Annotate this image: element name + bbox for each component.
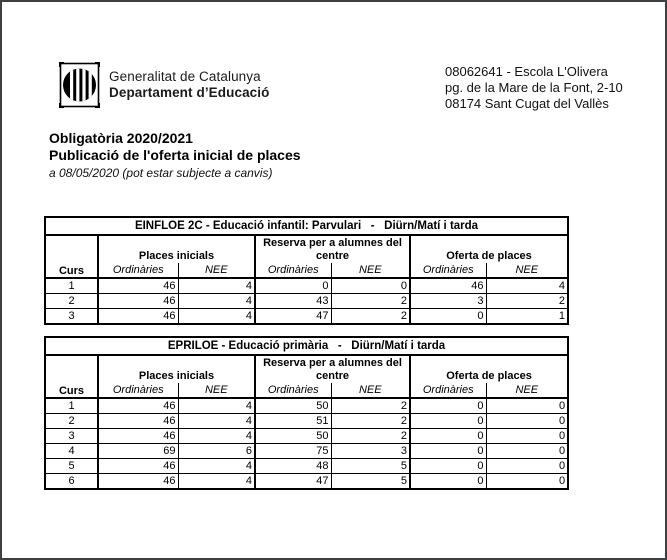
value-cell: 0 — [255, 278, 331, 294]
value-cell: 4 — [178, 459, 255, 474]
col-group-header-1: Places inicials — [98, 235, 255, 263]
table-title: EPRILOE - Educació primària - Diürn/Matí i tarda — [45, 337, 568, 355]
value-cell: 75 — [255, 444, 331, 459]
value-cell: 4 — [178, 309, 255, 325]
value-cell: 0 — [410, 309, 486, 325]
value-cell: 46 — [98, 294, 178, 309]
col-group-header-2: Reserva per a alumnes del centre — [255, 355, 410, 383]
col-subheader-ordinaries: Ordinàries — [255, 263, 331, 278]
value-cell: 0 — [486, 474, 568, 490]
value-cell: 5 — [331, 459, 410, 474]
col-group-header-1: Places inicials — [98, 355, 255, 383]
row-curs-cell: 6 — [45, 474, 98, 490]
tables-area — [44, 216, 569, 501]
value-cell: 4 — [178, 398, 255, 414]
brand-block — [59, 62, 270, 108]
doc-title-line2: Publicació de l'oferta inicial de places — [49, 147, 301, 163]
col-group-header-3: Oferta de places — [410, 355, 568, 383]
school-address-block — [445, 64, 623, 112]
value-cell: 4 — [178, 429, 255, 444]
table-row — [45, 309, 568, 325]
school-city: 08174 Sant Cugat del Vallès — [445, 96, 609, 111]
col-subheader-nee: NEE — [331, 263, 410, 278]
value-cell: 46 — [410, 278, 486, 294]
value-cell: 2 — [331, 429, 410, 444]
value-cell: 2 — [486, 294, 568, 309]
row-curs-cell: 2 — [45, 414, 98, 429]
doc-date-note: a 08/05/2020 (pot estar subjecte a canvis) — [49, 166, 273, 180]
value-cell: 46 — [98, 309, 178, 325]
generalitat-logo-icon — [59, 62, 100, 108]
col-subheader-nee: NEE — [331, 383, 410, 398]
table-row — [45, 459, 568, 474]
col-subheader-ordinaries: Ordinàries — [255, 383, 331, 398]
col-header-curs: Curs — [45, 235, 98, 278]
value-cell: 4 — [178, 294, 255, 309]
document-heading — [49, 130, 301, 180]
value-cell: 46 — [98, 278, 178, 294]
row-curs-cell: 2 — [45, 294, 98, 309]
value-cell: 46 — [98, 398, 178, 414]
school-code-name: 08062641 - Escola L'Olivera — [445, 64, 608, 79]
value-cell: 4 — [178, 474, 255, 490]
value-cell: 4 — [178, 278, 255, 294]
value-cell: 50 — [255, 429, 331, 444]
row-curs-cell: 4 — [45, 444, 98, 459]
col-group-header-2: Reserva per a alumnes del centre — [255, 235, 410, 263]
value-cell: 5 — [331, 474, 410, 490]
col-subheader-nee: NEE — [486, 263, 568, 278]
value-cell: 3 — [331, 444, 410, 459]
offer-table-1 — [44, 216, 569, 325]
value-cell: 69 — [98, 444, 178, 459]
value-cell: 0 — [410, 414, 486, 429]
value-cell: 46 — [98, 474, 178, 490]
table-title: EINFLOE 2C - Educació infantil: Parvulari - Diürn/Matí i tarda — [45, 217, 568, 235]
offer-table-2 — [44, 336, 569, 490]
table-row — [45, 474, 568, 490]
col-subheader-nee: NEE — [178, 383, 255, 398]
value-cell: 0 — [410, 444, 486, 459]
value-cell: 0 — [410, 429, 486, 444]
value-cell: 0 — [410, 474, 486, 490]
value-cell: 46 — [98, 429, 178, 444]
value-cell: 48 — [255, 459, 331, 474]
table-row — [45, 414, 568, 429]
value-cell: 43 — [255, 294, 331, 309]
value-cell: 2 — [331, 398, 410, 414]
value-cell: 51 — [255, 414, 331, 429]
value-cell: 4 — [486, 278, 568, 294]
col-subheader-ordinaries: Ordinàries — [410, 383, 486, 398]
table-row — [45, 278, 568, 294]
row-curs-cell: 5 — [45, 459, 98, 474]
col-header-curs: Curs — [45, 355, 98, 398]
value-cell: 0 — [486, 398, 568, 414]
col-subheader-ordinaries: Ordinàries — [410, 263, 486, 278]
value-cell: 46 — [98, 414, 178, 429]
row-curs-cell: 3 — [45, 309, 98, 325]
value-cell: 2 — [331, 309, 410, 325]
value-cell: 4 — [178, 414, 255, 429]
brand-text — [109, 62, 270, 100]
col-subheader-ordinaries: Ordinàries — [98, 383, 178, 398]
value-cell: 6 — [178, 444, 255, 459]
value-cell: 1 — [486, 309, 568, 325]
doc-title-line1: Obligatòria 2020/2021 — [49, 130, 193, 146]
value-cell: 46 — [98, 459, 178, 474]
row-curs-cell: 1 — [45, 278, 98, 294]
value-cell: 47 — [255, 474, 331, 490]
brand-department-name: Departament d’Educació — [109, 84, 270, 100]
table-row — [45, 398, 568, 414]
value-cell: 0 — [410, 459, 486, 474]
row-curs-cell: 1 — [45, 398, 98, 414]
value-cell: 50 — [255, 398, 331, 414]
value-cell: 0 — [486, 444, 568, 459]
col-subheader-nee: NEE — [178, 263, 255, 278]
row-curs-cell: 3 — [45, 429, 98, 444]
value-cell: 0 — [331, 278, 410, 294]
col-subheader-nee: NEE — [486, 383, 568, 398]
value-cell: 0 — [486, 459, 568, 474]
value-cell: 3 — [410, 294, 486, 309]
value-cell: 2 — [331, 414, 410, 429]
value-cell: 0 — [486, 429, 568, 444]
table-row — [45, 444, 568, 459]
school-street: pg. de la Mare de la Font, 2-10 — [445, 80, 623, 95]
table-row — [45, 294, 568, 309]
value-cell: 2 — [331, 294, 410, 309]
value-cell: 47 — [255, 309, 331, 325]
col-subheader-ordinaries: Ordinàries — [98, 263, 178, 278]
brand-org-name: Generalitat de Catalunya — [109, 69, 261, 84]
value-cell: 0 — [410, 398, 486, 414]
value-cell: 0 — [486, 414, 568, 429]
col-group-header-3: Oferta de places — [410, 235, 568, 263]
table-row — [45, 429, 568, 444]
